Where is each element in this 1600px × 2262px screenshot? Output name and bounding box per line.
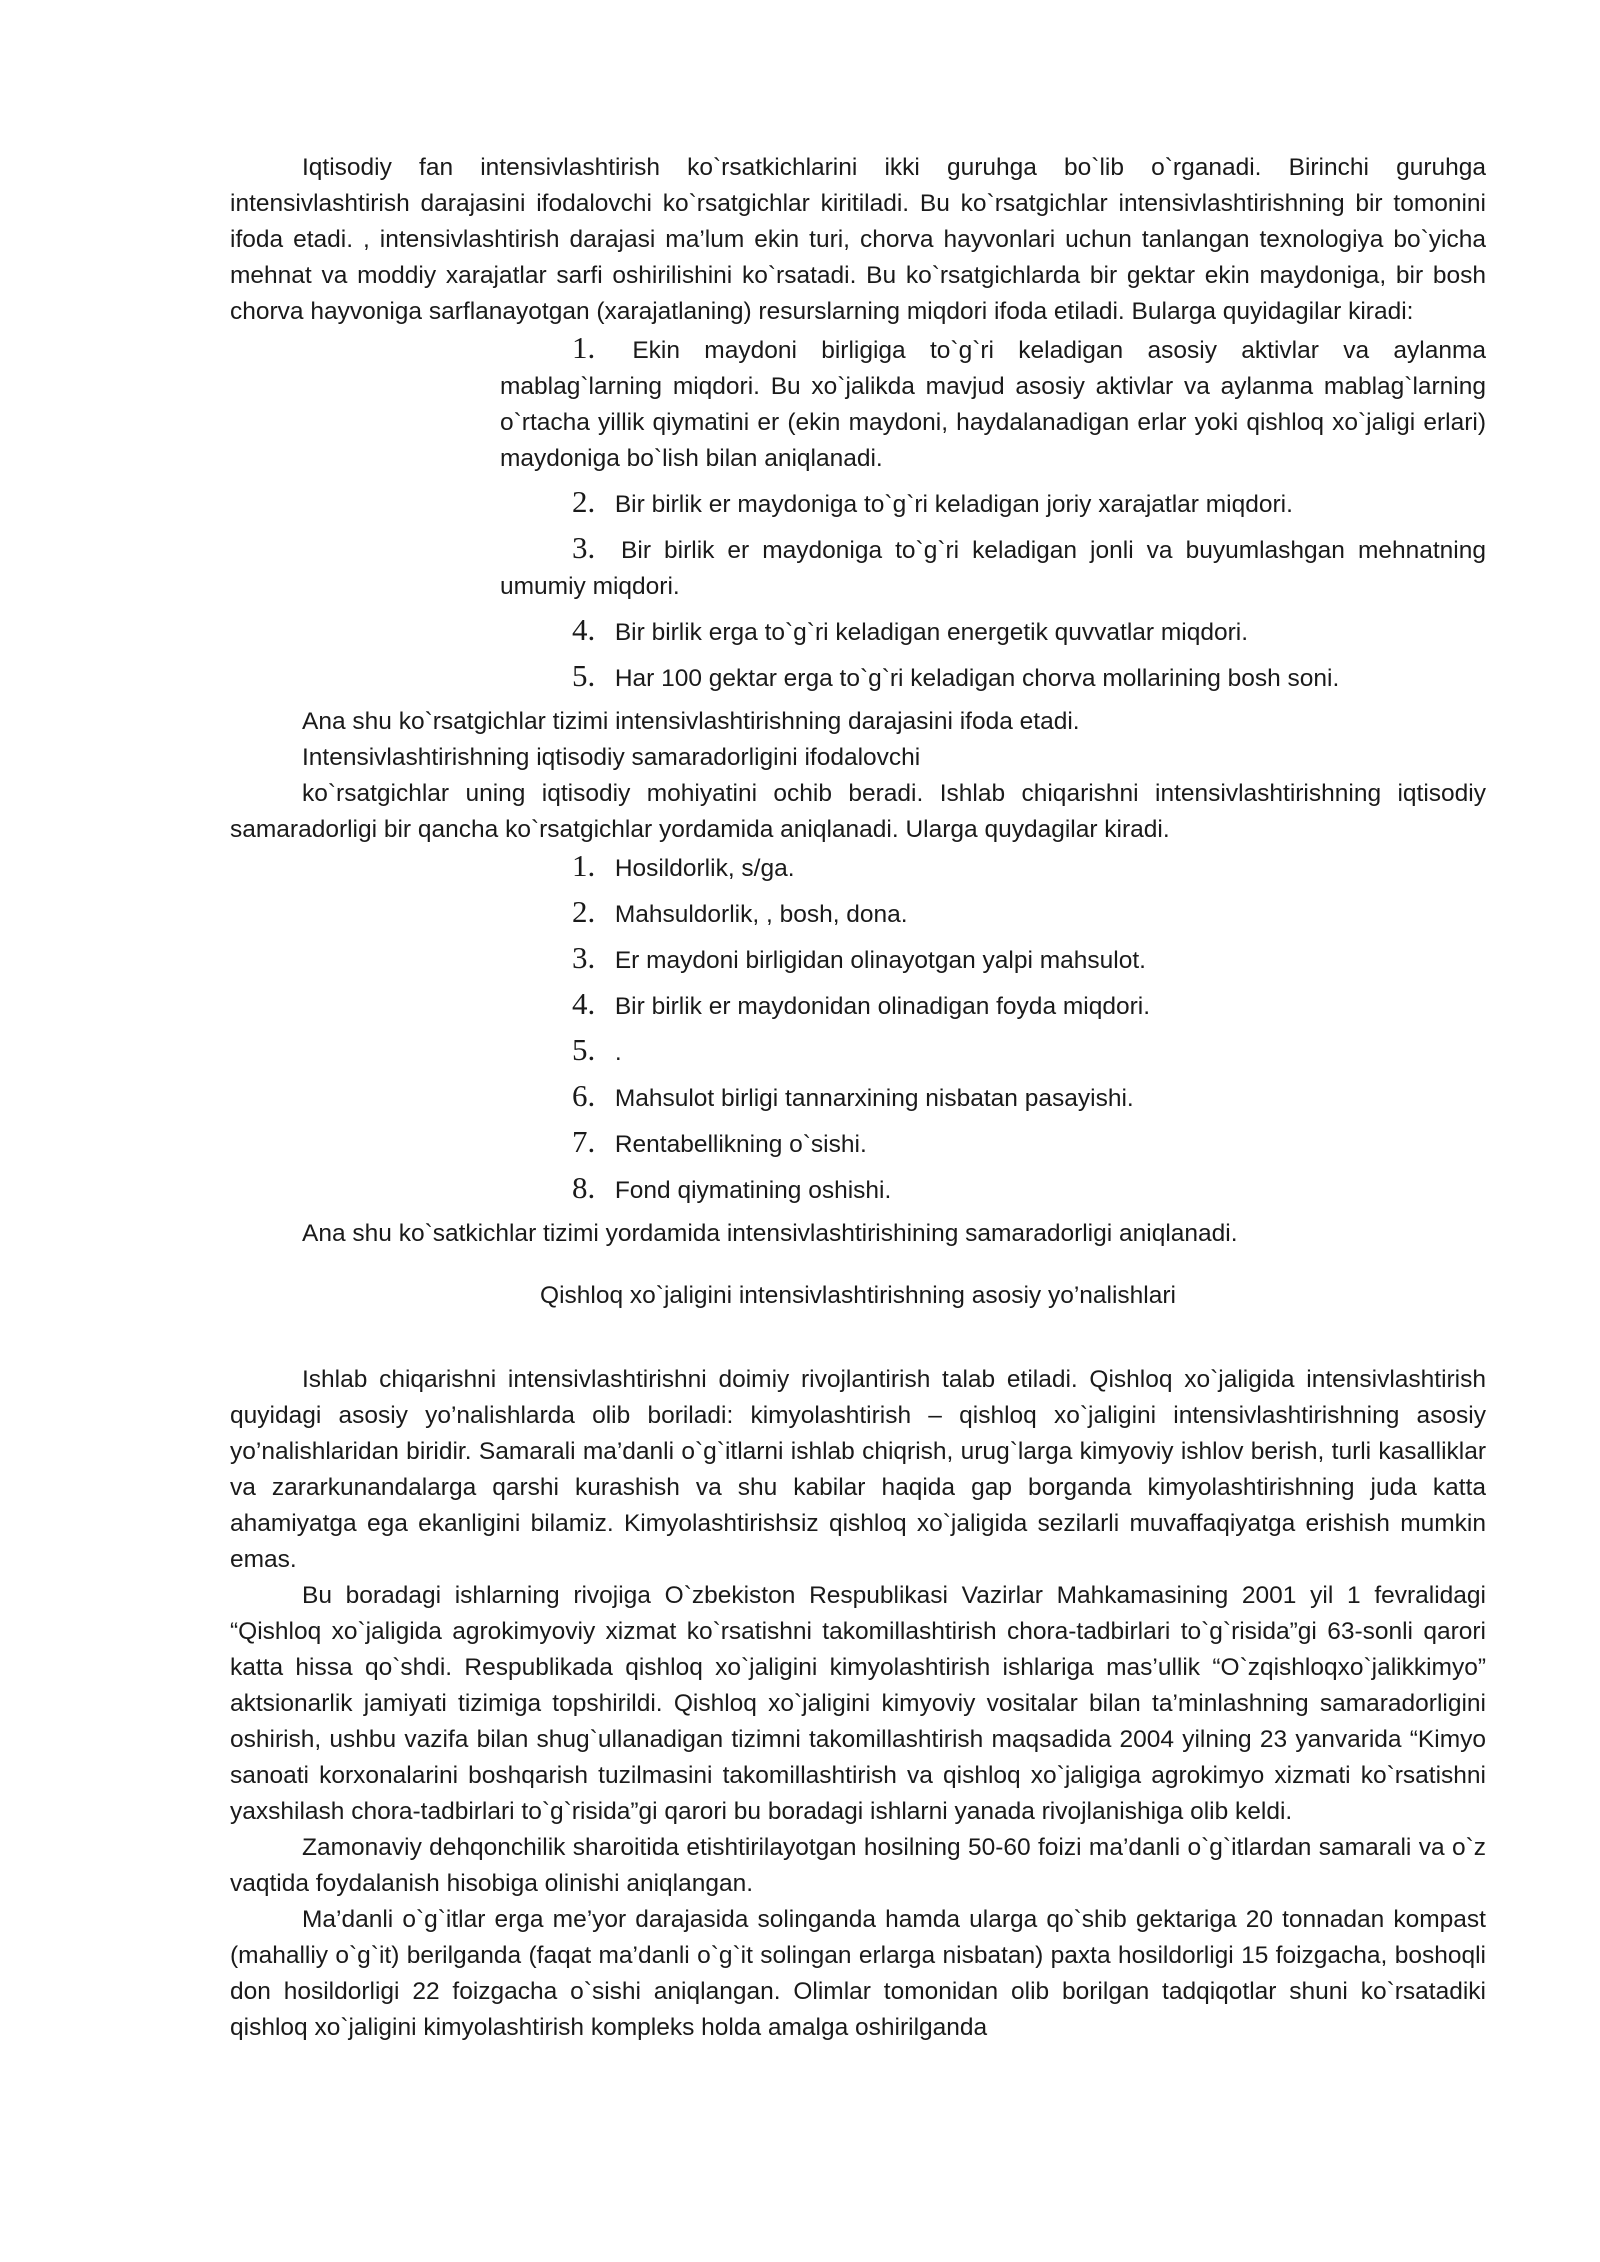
list-text: Har 100 gektar erga to`g`ri keladigan chorva mollarining bosh soni. xyxy=(614,665,1340,692)
list-text: Bir birlik erga to`g`ri keladigan energetik quvvatlar miqdori. xyxy=(614,619,1249,646)
list-text: Bir birlik er maydonidan olinadigan foyda miqdori. xyxy=(614,993,1151,1020)
list-text: Mahsuldorlik, , bosh, dona. xyxy=(614,901,908,928)
list-item xyxy=(500,1124,1486,1163)
list-number: 4. xyxy=(572,612,596,647)
list-item xyxy=(500,986,1486,1025)
paragraph-fertilizer-share: Zamonaviy dehqonchilik sharoitida etishtirilayotgan hosilning 50-60 foizi ma’danli o`g`itlardan samarali va o`z vaqtida foydalanish hisobiga olinishi aniqlangan. xyxy=(230,1834,1486,1897)
list-item xyxy=(500,1032,1486,1071)
list-number: 2. xyxy=(572,894,596,929)
list-text: Bir birlik er maydoniga to`g`ri keladigan jonli va buyumlashgan mehnatning umumiy miqdori. xyxy=(500,537,1487,600)
list-item xyxy=(500,894,1486,933)
list-item xyxy=(500,1078,1486,1117)
intensity-indicators-list xyxy=(230,330,1486,697)
list-item xyxy=(500,1170,1486,1209)
list-number: 6. xyxy=(572,1078,596,1113)
list-text: Rentabellikning o`sishi. xyxy=(614,1131,867,1158)
paragraph-chemicalization: Ishlab chiqarishni intensivlashtirishni doimiy rivojlantirish talab etiladi. Qishloq xo`jaligida intensivlashtirish quyidagi asosiy yo’nalishlarda olib boriladi: kimyolashtirish – qishloq xo`jaligini intensivlashtirishning asosiy yo’nalishlaridan biridir. Samarali ma’danli o`g`itlarni ishlab chiqrish, urug`larga kimyoviy ishlov berish, turli kasalliklar va zararkunandalarga qarshi kurashish va shu kabilar haqida gap borganda kimyolashtirishning juda katta ahamiyatga ega ekanligini bilamiz. Kimyolashtirishsiz qishloq xo`jaligida sezilarli muvaffaqiyatga erishish mumkin emas. xyxy=(230,1366,1486,1573)
paragraph-intro: Iqtisodiy fan intensivlashtirish ko`rsatkichlarini ikki guruhga bo`lib o`rganadi. Birinchi guruhga intensivlashtirish darajasini ifodalovchi ko`rsatgichlar kiritiladi. Bu ko`rsatgichlar intensivlashtirishning bir tomonini ifoda etadi. , intensivlashtirish darajasi ma’lum ekin turi, chorva hayvonlari uchun tanlangan texnologiya bo`yicha mehnat va moddiy xarajatlar sarfi oshirilishini ko`rsatadi. Bu ko`rsatgichlarda bir gektar ekin maydoniga, bir bosh chorva hayvoniga sarflanayotgan (xarajatlaning) resurslarning miqdori ifoda etiladi. Bularga quyidagilar kiradi: xyxy=(230,154,1486,325)
efficiency-indicators-list xyxy=(230,848,1486,1209)
list-number: 4. xyxy=(572,986,596,1021)
list-number: 5. xyxy=(572,1032,596,1067)
list-text: Mahsulot birligi tannarxining nisbatan pasayishi. xyxy=(614,1085,1134,1112)
section-heading: Qishloq xo`jaligini intensivlashtirishning asosiy yo’nalishlari xyxy=(540,1282,1176,1309)
list-item xyxy=(500,612,1486,651)
list-item xyxy=(500,484,1486,523)
paragraph-efficiency: ko`rsatgichlar uning iqtisodiy mohiyatini ochib beradi. Ishlab chiqarishni intensivlashtirishning iqtisodiy samaradorligi bir qancha ko`rsatgichlar yordamida aniqlanadi. Ularga quydagilar kiradi. xyxy=(230,780,1486,843)
list-item xyxy=(500,530,1486,605)
list-text: . xyxy=(614,1039,622,1066)
document-page xyxy=(230,150,1486,2046)
paragraph-summary-2: Ana shu ko`satkichlar tizimi yordamida intensivlashtirishining samaradorligi aniqlanadi. xyxy=(302,1220,1238,1247)
paragraph-yield-growth: Ma’danli o`g`itlar erga me’yor darajasida solinganda hamda ularga qo`shib gektariga 20 tonnadan kompast (mahalliy o`g`it) berilganda (faqat ma’danli o`g`it solingan erlarga nisbatan) paxta hosildorligi 15 foizgacha, boshoqli don hosildorligi 22 foizgacha o`sishi aniqlangan. Olimlar tomonidan olib borilgan tadqiqotlar shuni ko`rsatadiki qishloq xo`jaligini kimyolashtirish kompleks holda amalga oshirilganda xyxy=(230,1906,1486,2041)
list-number: 8. xyxy=(572,1170,596,1205)
list-number: 3. xyxy=(572,940,596,975)
list-text: Ekin maydoni birligiga to`g`ri keladigan asosiy aktivlar va aylanma mablag`larning miqdori. Bu xo`jalikda mavjud asosiy aktivlar va aylanma mablag`larning o`rtacha yillik qiymatini er (ekin maydoni, haydalanadigan erlar yoki qishloq xo`jaligi erlari) maydoniga bo`lish bilan aniqlanadi. xyxy=(500,337,1486,472)
list-number: 5. xyxy=(572,658,596,693)
list-item xyxy=(500,848,1486,887)
list-number: 1. xyxy=(572,330,596,365)
list-number: 7. xyxy=(572,1124,596,1159)
list-text: Fond qiymatining oshishi. xyxy=(614,1177,892,1204)
list-text: Er maydoni birligidan olinayotgan yalpi mahsulot. xyxy=(614,947,1146,974)
list-item xyxy=(500,940,1486,979)
paragraph-summary-1: Ana shu ko`rsatgichlar tizimi intensivlashtirishning darajasini ifoda etadi. xyxy=(302,708,1080,735)
list-number: 2. xyxy=(572,484,596,519)
list-text: Bir birlik er maydoniga to`g`ri keladigan joriy xarajatlar miqdori. xyxy=(614,491,1293,518)
paragraph-efficiency-title: Intensivlashtirishning iqtisodiy samaradorligini ifodalovchi xyxy=(302,744,921,771)
list-number: 1. xyxy=(572,848,596,883)
list-text: Hosildorlik, s/ga. xyxy=(614,855,795,882)
list-number: 3. xyxy=(572,530,596,565)
paragraph-decrees: Bu boradagi ishlarning rivojiga O`zbekiston Respublikasi Vazirlar Mahkamasining 2001 yil 1 fevralidagi “Qishloq xo`jaligida agrokimyoviy xizmat ko`rsatishni takomillashtirish chora-tadbirlari to`g`risida”gi 63-sonli qarori katta hissa qo`shdi. Respublikada qishloq xo`jaligini kimyolashtirish ishlariga mas’ullik “O`zqishloqxo`jalikkimyo” aktsionarlik jamiyati tizimiga topshirildi. Qishloq xo`jaligini kimyoviy vositalar bilan ta’minlashning samaradorligini oshirish, ushbu vazifa bilan shug`ullanadigan tizimni takomillashtirish maqsadida 2004 yilning 23 yanvarida “Kimyo sanoati korxonalarini boshqarish tuzilmasini takomillashtirish va qishloq xo`jaligiga agrokimyo xizmati ko`rsatishni yaxshilash chora-tadbirlari to`g`risida”gi qarori bu boradagi ishlarni yanada rivojlanishiga olib keldi. xyxy=(230,1582,1486,1825)
list-item xyxy=(500,658,1486,697)
list-item xyxy=(500,330,1486,477)
